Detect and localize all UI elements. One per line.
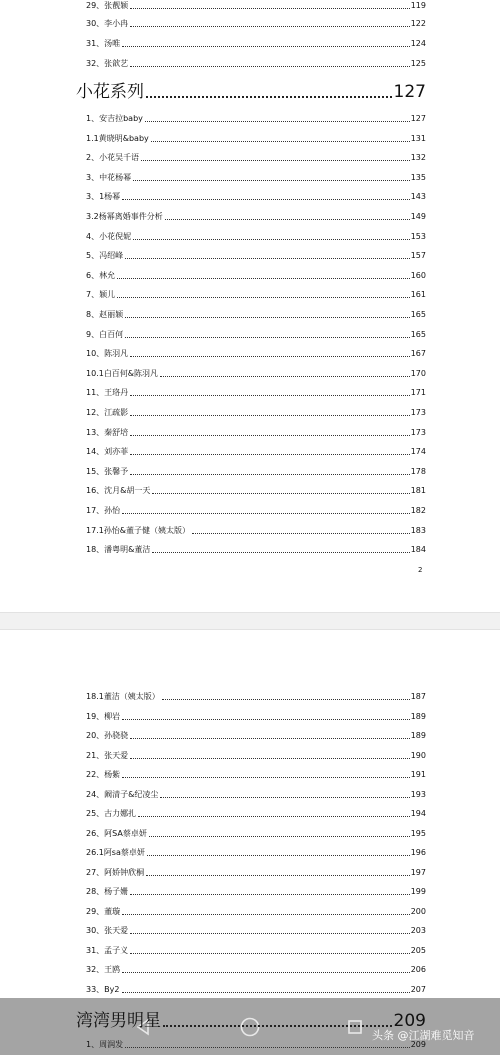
toc-entry-label: 17、孙怡: [86, 506, 121, 515]
toc-entry-page: 191: [410, 770, 426, 779]
toc-entry[interactable]: [86, 149, 426, 163]
toc-entry[interactable]: [86, 110, 426, 124]
toc-entry[interactable]: [86, 35, 426, 49]
toc-entry-page: 122: [410, 19, 426, 28]
section-heading[interactable]: [76, 76, 426, 102]
toc-entry-page: 153: [410, 231, 426, 241]
toc-entry[interactable]: [86, 903, 426, 917]
leader-dots: [160, 797, 409, 798]
toc-entry-page: 135: [410, 172, 426, 182]
toc-entry-page: 127: [410, 114, 426, 123]
toc-entry[interactable]: [86, 844, 426, 858]
toc-entry-label: 10、陈羽凡: [86, 349, 129, 359]
toc-entry-label: 22、杨紫: [86, 770, 121, 779]
toc-entry-label: 19、柳岩: [86, 711, 121, 721]
toc-entry-page: 124: [410, 39, 426, 48]
toc-entry-page: 149: [410, 212, 426, 221]
toc-entry[interactable]: [86, 345, 426, 359]
toc-entry[interactable]: [86, 247, 426, 261]
leader-dots: [151, 141, 410, 142]
toc-entry-label: 12、江疏影: [86, 408, 129, 417]
toc-entry-label: 16、沈月&胡一天: [86, 486, 151, 496]
toc-entry-label: 29、董璇: [86, 906, 121, 916]
toc-entry[interactable]: [86, 942, 426, 956]
toc-entry-page: 173: [410, 408, 426, 417]
leader-dots: [130, 454, 410, 455]
toc-entry-page: 193: [410, 789, 426, 799]
toc-entry[interactable]: [86, 188, 426, 202]
toc-entry-page: 209: [410, 1040, 426, 1049]
toc-entry-label: 20、孙骁骁: [86, 731, 129, 740]
toc-entry-label: 3.2杨幂离婚事件分析: [86, 212, 163, 221]
leader-dots: [130, 356, 410, 357]
toc-entry-page: 165: [410, 329, 426, 339]
toc-entry-label: 13、秦舒培: [86, 427, 129, 437]
leader-dots: [122, 513, 410, 514]
toc-entry-label: 24、阚清子&纪凌尘: [86, 789, 159, 799]
page-number: 2: [418, 566, 423, 574]
toc-entry[interactable]: [86, 961, 426, 975]
leader-dots: [130, 8, 410, 9]
toc-entry-label: 1、安吉拉baby: [86, 114, 143, 123]
document-page-2: [0, 630, 500, 1055]
toc-entry-page: 182: [410, 506, 426, 515]
leader-dots: [165, 219, 410, 220]
toc-entry-page: 170: [410, 368, 426, 378]
toc-entry-page: 207: [410, 984, 426, 994]
toc-entry[interactable]: [86, 727, 426, 741]
toc-entry-label: 5、冯绍峰: [86, 251, 124, 261]
toc-entry-page: 171: [410, 388, 426, 398]
toc-entry-label: 18.1董洁（姨太版）: [86, 692, 160, 701]
toc-entry-page: 189: [410, 731, 426, 740]
toc-entry-page: 183: [410, 525, 426, 535]
toc-entry-label: 7、颖儿: [86, 290, 116, 300]
toc-entry[interactable]: [86, 228, 426, 242]
toc-entry-page: 174: [410, 447, 426, 457]
toc-entry-page: 161: [410, 290, 426, 300]
toc-entry-page: 119: [410, 1, 426, 10]
toc-entry[interactable]: [86, 747, 426, 761]
toc-entry-label: 26.1阿sa蔡卓妍: [86, 848, 145, 857]
toc-entry[interactable]: [86, 267, 426, 281]
leader-dots: [130, 894, 410, 895]
leader-dots: [130, 435, 410, 436]
toc-entry[interactable]: [86, 864, 426, 878]
toc-entry-label: 3、1杨幂: [86, 192, 121, 202]
toc-entry-page: 125: [410, 59, 426, 68]
toc-entry[interactable]: [86, 981, 426, 995]
toc-entry[interactable]: [86, 522, 426, 536]
toc-entry[interactable]: [86, 365, 426, 379]
toc-entry-label: 14、刘亦菲: [86, 447, 129, 457]
leader-dots: [125, 317, 410, 318]
toc-entry-label: 1.1黄晓明&baby: [86, 133, 149, 143]
toc-entry-page: 206: [410, 965, 426, 974]
leader-dots: [117, 297, 410, 298]
toc-entry-label: 8、赵丽颖: [86, 310, 124, 319]
leader-dots: [125, 1047, 410, 1048]
toc-entry[interactable]: [86, 502, 426, 516]
toc-entry[interactable]: [86, 805, 426, 819]
leader-dots: [147, 855, 410, 856]
toc-entry-page: 203: [410, 926, 426, 935]
toc-entry-label: 11、王珞丹: [86, 388, 129, 398]
toc-entry[interactable]: [86, 883, 426, 897]
leader-dots: [122, 719, 410, 720]
toc-entry-label: 32、王鸥: [86, 965, 121, 974]
toc-entry[interactable]: [86, 688, 426, 702]
leader-dots: [138, 816, 410, 817]
toc-entry[interactable]: [86, 208, 426, 222]
toc-entry[interactable]: [86, 15, 426, 29]
toc-entry-label: 28、杨子姗: [86, 887, 129, 896]
leader-dots: [149, 836, 410, 837]
toc-entry[interactable]: [86, 404, 426, 418]
toc-entry-label: 32、张歆艺: [86, 59, 129, 68]
leader-dots: [163, 1025, 392, 1027]
toc-entry-label: 10.1白百何&陈羽凡: [86, 368, 159, 378]
toc-entry-label: 21、张天爱: [86, 750, 129, 760]
leader-dots: [130, 933, 410, 934]
toc-entry-page: 181: [410, 486, 426, 496]
leader-dots: [122, 777, 410, 778]
toc-entry-label: 1、周润发: [86, 1040, 124, 1049]
leader-dots: [122, 46, 410, 47]
toc-entry-page: 157: [410, 251, 426, 261]
leader-dots: [130, 953, 410, 954]
toc-entry[interactable]: [86, 424, 426, 438]
toc-entry-page: 200: [410, 906, 426, 916]
leader-dots: [130, 26, 410, 27]
toc-entry-label: 15、张馨予: [86, 466, 129, 476]
toc-entry[interactable]: [86, 922, 426, 936]
toc-entry[interactable]: [86, 0, 426, 11]
toc-entry-page: 195: [410, 828, 426, 838]
toc-entry-page: 196: [410, 848, 426, 857]
toc-entry[interactable]: [86, 55, 426, 69]
toc-entry-label: 31、汤唯: [86, 39, 121, 48]
leader-dots: [192, 533, 410, 534]
toc-entry-label: 29、张靓颖: [86, 1, 129, 10]
leader-dots: [130, 474, 410, 475]
toc-entry[interactable]: [86, 825, 426, 839]
toc-entry[interactable]: [86, 443, 426, 457]
leader-dots: [152, 493, 409, 494]
toc-entry-page: 187: [410, 692, 426, 701]
toc-entry-label: 3、中花杨幂: [86, 172, 132, 182]
toc-entry-label: 27、阿娇钟欣桐: [86, 867, 145, 877]
leader-dots: [160, 376, 410, 377]
toc-entry-label: 18、潘粤明&董洁: [86, 545, 151, 555]
toc-entry[interactable]: [86, 169, 426, 183]
toc-entry-label: 4、小花倪妮: [86, 231, 132, 241]
leader-dots: [133, 180, 410, 181]
section-label: 湾湾男明星: [76, 1011, 161, 1031]
leader-dots: [125, 258, 410, 259]
leader-dots: [130, 738, 410, 739]
toc-entry-page: 143: [410, 192, 426, 202]
leader-dots: [141, 160, 410, 161]
leader-dots: [122, 992, 410, 993]
page-separator: [0, 612, 500, 630]
toc-entry-label: 6、林允: [86, 270, 116, 280]
toc-entry[interactable]: [86, 286, 426, 300]
toc-entry[interactable]: [86, 708, 426, 722]
leader-dots: [152, 552, 409, 553]
toc-entry[interactable]: [86, 384, 426, 398]
toc-entry-page: 173: [410, 427, 426, 437]
toc-entry-page: 165: [410, 310, 426, 319]
toc-entry-page: 190: [410, 750, 426, 760]
toc-entry-page: 199: [410, 887, 426, 896]
toc-entry-label: 31、孟子义: [86, 945, 129, 955]
toc-entry[interactable]: [86, 482, 426, 496]
toc-entry-label: 9、白百何: [86, 329, 124, 339]
leader-dots: [146, 875, 410, 876]
section-page: 127: [393, 82, 426, 102]
leader-dots: [145, 121, 410, 122]
toc-entry[interactable]: [86, 306, 426, 320]
toc-entry-page: 167: [410, 349, 426, 359]
toc-entry-label: 25、古力娜扎: [86, 809, 137, 818]
leader-dots: [122, 914, 410, 915]
toc-entry-label: 2、小花吴千语: [86, 153, 140, 163]
leader-dots: [130, 415, 410, 416]
toc-entry-page: 132: [410, 153, 426, 163]
toc-entry-label: 17.1孙怡&董子健（姨太版）: [86, 525, 191, 535]
toc-entry[interactable]: [86, 130, 426, 144]
toc-entry-page: 160: [410, 270, 426, 280]
section-label: 小花系列: [76, 82, 144, 102]
toc-entry[interactable]: [86, 326, 426, 340]
toc-entry-page: 178: [410, 466, 426, 476]
toc-entry-page: 194: [410, 809, 426, 818]
toc-entry-label: 30、张天爱: [86, 926, 129, 935]
toc-entry-label: 33、By2: [86, 984, 120, 994]
toc-entry-page: 184: [410, 545, 426, 555]
toc-entry-label: 26、阿SA蔡卓妍: [86, 828, 147, 838]
leader-dots: [130, 758, 410, 759]
leader-dots: [130, 66, 410, 67]
leader-dots: [162, 699, 410, 700]
section-page: 209: [393, 1011, 426, 1031]
toc-entry-page: 205: [410, 945, 426, 955]
leader-dots: [130, 395, 410, 396]
toc-entry-page: 197: [410, 867, 426, 877]
toc-entry[interactable]: [86, 463, 426, 477]
leader-dots: [133, 239, 410, 240]
watermark-text: 头条 @江湖难觅知音: [372, 1029, 475, 1042]
leader-dots: [122, 972, 410, 973]
leader-dots: [117, 278, 410, 279]
leader-dots: [125, 337, 410, 338]
toc-entry[interactable]: [86, 786, 426, 800]
toc-entry[interactable]: [86, 541, 426, 555]
toc-entry[interactable]: [86, 766, 426, 780]
toc-entry-page: 189: [410, 711, 426, 721]
toc-entry-page: 131: [410, 133, 426, 143]
toc-entry-label: 30、李小冉: [86, 19, 129, 28]
leader-dots: [146, 96, 392, 98]
leader-dots: [122, 199, 410, 200]
